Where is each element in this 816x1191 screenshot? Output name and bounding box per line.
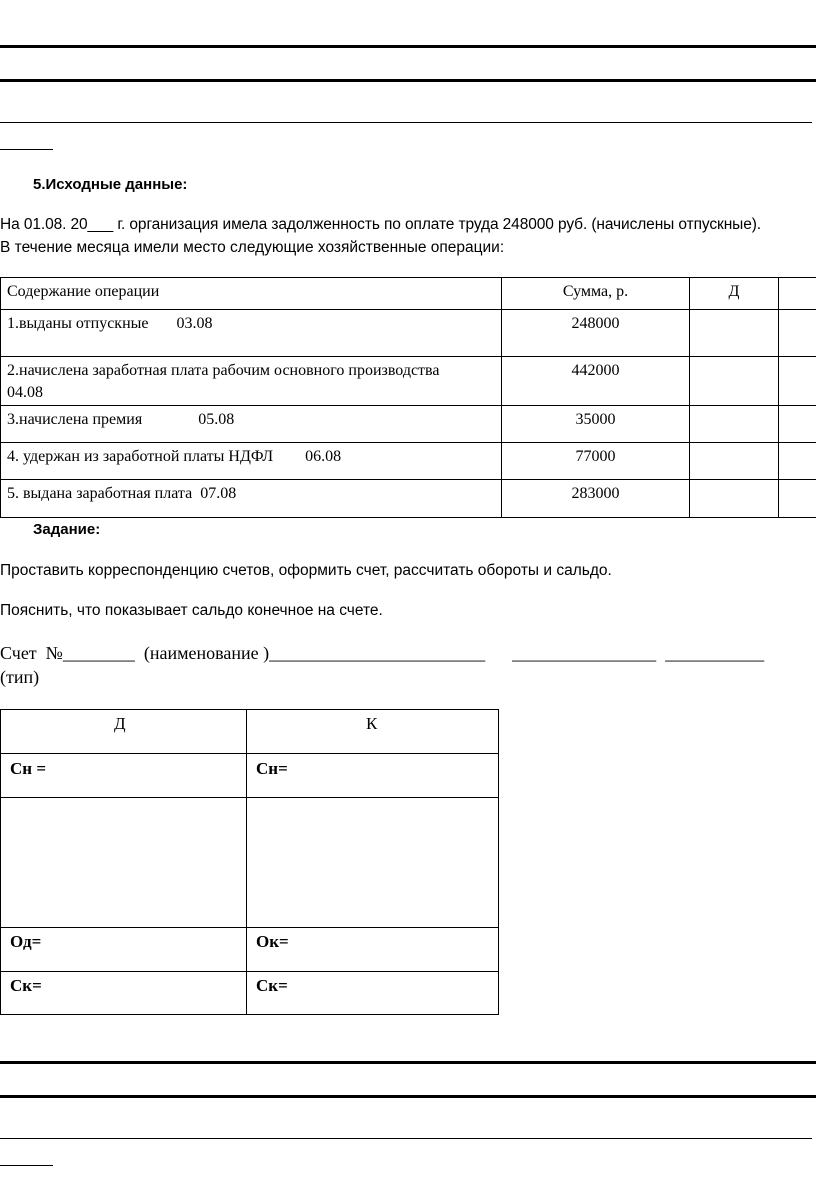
header-sum: Сумма, р. (501, 278, 689, 309)
row-4-debit (689, 443, 778, 479)
bottom-rule-2 (0, 1095, 816, 1098)
closing-credit: Ск= (256, 976, 288, 995)
row-3-extra (778, 406, 816, 442)
account-line: Счет №________ (наименование )________________________ ________________ ___________ (0, 643, 765, 663)
bottom-rule-3 (0, 1138, 812, 1139)
row-5-debit (689, 480, 778, 517)
row-2-extra (778, 357, 816, 405)
opening-debit: Сн = (10, 759, 47, 778)
table-row (0, 479, 816, 518)
row-2-text (0, 357, 501, 405)
t-account-line-3 (1, 927, 498, 928)
header-debit: Д (689, 278, 778, 309)
table-row (0, 442, 816, 479)
row-2-text-line-1: 2.начислена заработная плата рабочим основного производства (7, 362, 440, 379)
table-row (0, 405, 816, 442)
row-4-text: 4. удержан из заработной платы НДФЛ 06.08 (0, 443, 501, 479)
top-rule-3 (0, 122, 812, 123)
row-5-sum: 283000 (501, 480, 689, 517)
row-5-text: 5. выдана заработная плата 07.08 (0, 480, 501, 517)
opening-credit: Сн= (256, 759, 288, 778)
t-account-divider (246, 710, 247, 1014)
bottom-rule-1 (0, 1061, 816, 1064)
section-title: 5.Исходные данные: (33, 176, 188, 193)
task-line-2: Пояснить, что показывает сальдо конечное на счете. (0, 602, 383, 619)
row-1-text: 1.выданы отпускные 03.08 (0, 310, 501, 356)
table-header-row (0, 277, 816, 309)
turnover-debit: Од= (10, 932, 42, 951)
intro-line-1: На 01.08. 20___ г. организация имела задолженность по оплате труда 248000 руб. (начислены отпускные). (0, 216, 761, 233)
header-extra (778, 278, 816, 309)
top-rule-2 (0, 79, 816, 82)
task-title: Задание: (33, 521, 101, 538)
debit-header: Д (114, 714, 126, 733)
turnover-credit: Ок= (256, 932, 289, 951)
row-1-extra (778, 310, 816, 356)
row-4-extra (778, 443, 816, 479)
intro-line-2: В течение месяца имели место следующие хозяйственные операции: (0, 239, 505, 256)
t-account-line-4 (1, 971, 498, 972)
row-1-debit (689, 310, 778, 356)
row-4-sum: 77000 (501, 443, 689, 479)
t-account-line-1 (1, 753, 498, 754)
header-operation: Содержание операции (0, 278, 501, 309)
row-3-debit (689, 406, 778, 442)
row-5-extra (778, 480, 816, 517)
credit-header: К (366, 714, 378, 733)
row-2-sum: 442000 (501, 357, 689, 405)
bottom-rule-short (0, 1165, 53, 1166)
t-account-table (0, 709, 499, 1015)
table-row (0, 309, 816, 356)
top-rule-1 (0, 45, 816, 48)
top-rule-short (0, 149, 53, 150)
t-account-line-2 (1, 797, 498, 798)
row-3-sum: 35000 (501, 406, 689, 442)
row-3-text: 3.начислена премия 05.08 (0, 406, 501, 442)
task-line-1: Проставить корреспонденцию счетов, оформить счет, рассчитать обороты и сальдо. (0, 562, 612, 579)
row-2-text-line-2: 04.08 (7, 384, 43, 401)
table-row (0, 356, 816, 405)
closing-debit: Ск= (10, 976, 42, 995)
account-type: (тип) (0, 667, 40, 687)
row-1-sum: 248000 (501, 310, 689, 356)
row-2-debit (689, 357, 778, 405)
